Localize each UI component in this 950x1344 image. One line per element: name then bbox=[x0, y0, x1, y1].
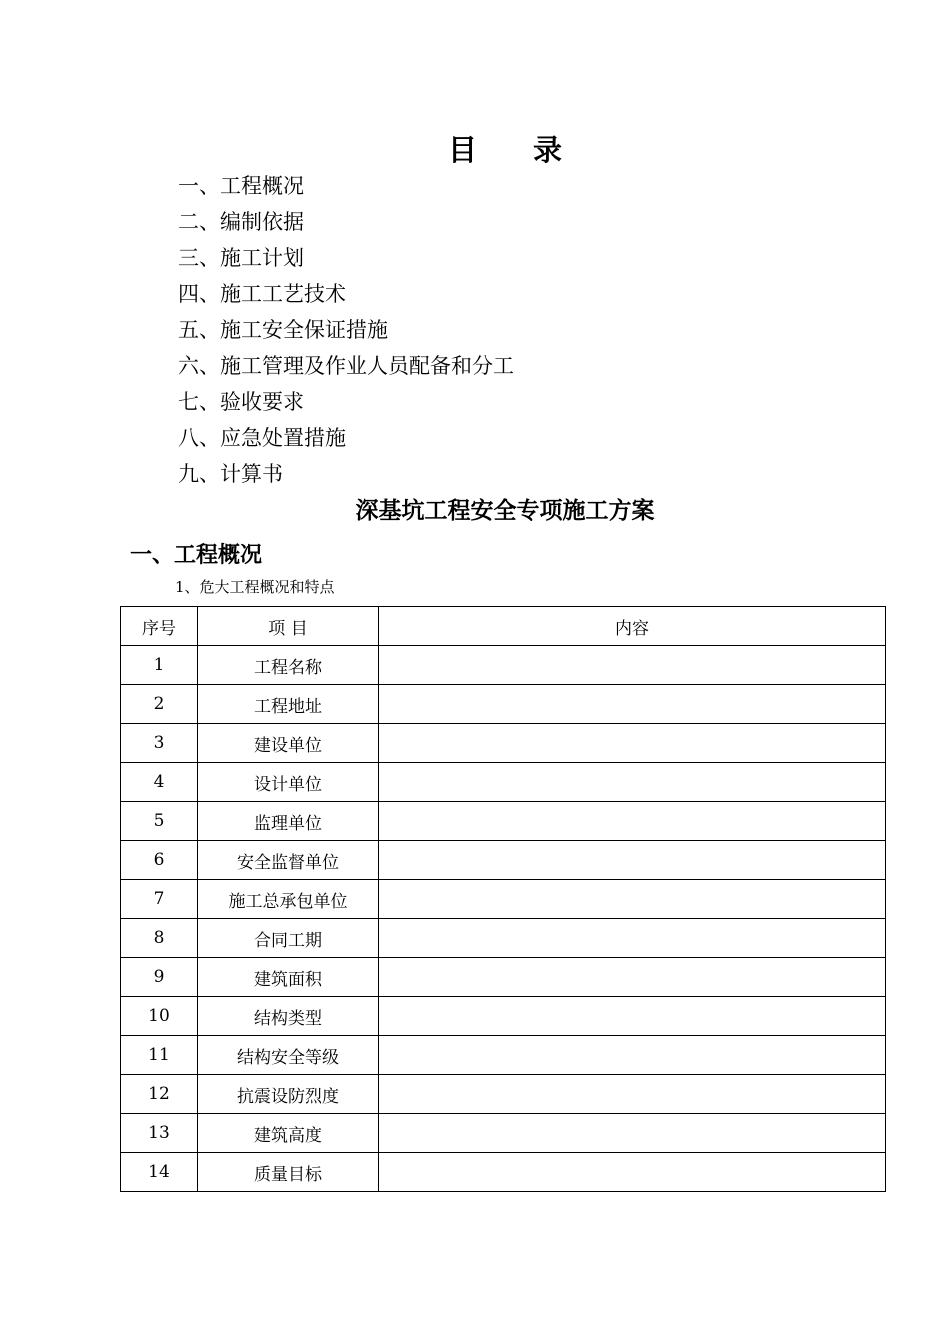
cell-number: 7 bbox=[121, 880, 198, 919]
toc-title-right: 录 bbox=[533, 133, 563, 167]
table-row bbox=[121, 1153, 886, 1192]
toc-item: 五、施工安全保证措施 bbox=[178, 318, 388, 342]
cell-content[interactable] bbox=[379, 958, 886, 997]
cell-item: 监理单位 bbox=[198, 802, 379, 841]
table-row bbox=[121, 1036, 886, 1075]
document-title: 深基坑工程安全专项施工方案 bbox=[355, 497, 655, 524]
cell-content[interactable] bbox=[379, 1114, 886, 1153]
cell-item: 建筑高度 bbox=[198, 1114, 379, 1153]
cell-content[interactable] bbox=[379, 919, 886, 958]
cell-item: 工程地址 bbox=[198, 685, 379, 724]
table-row bbox=[121, 1114, 886, 1153]
project-info-table bbox=[120, 606, 886, 1192]
cell-content[interactable] bbox=[379, 685, 886, 724]
cell-item: 设计单位 bbox=[198, 763, 379, 802]
cell-number: 4 bbox=[121, 763, 198, 802]
table-row bbox=[121, 802, 886, 841]
cell-item: 建设单位 bbox=[198, 724, 379, 763]
cell-item: 抗震设防烈度 bbox=[198, 1075, 379, 1114]
cell-content[interactable] bbox=[379, 646, 886, 685]
cell-number: 8 bbox=[121, 919, 198, 958]
cell-content[interactable] bbox=[379, 841, 886, 880]
table-row bbox=[121, 1075, 886, 1114]
cell-number: 14 bbox=[121, 1153, 198, 1192]
toc-item: 三、施工计划 bbox=[178, 246, 304, 270]
cell-item: 施工总承包单位 bbox=[198, 880, 379, 919]
cell-content[interactable] bbox=[379, 880, 886, 919]
cell-number: 2 bbox=[121, 685, 198, 724]
table-row bbox=[121, 646, 886, 685]
table-row bbox=[121, 685, 886, 724]
toc-item: 二、编制依据 bbox=[178, 210, 304, 234]
cell-item: 建筑面积 bbox=[198, 958, 379, 997]
cell-content[interactable] bbox=[379, 1075, 886, 1114]
cell-content[interactable] bbox=[379, 1153, 886, 1192]
toc-item: 九、计算书 bbox=[178, 462, 283, 486]
toc-item: 四、施工工艺技术 bbox=[178, 282, 346, 306]
header-number: 序号 bbox=[121, 607, 198, 646]
cell-item: 结构安全等级 bbox=[198, 1036, 379, 1075]
section-heading: 一、工程概况 bbox=[130, 542, 263, 568]
toc-item: 一、工程概况 bbox=[178, 174, 304, 198]
cell-number: 13 bbox=[121, 1114, 198, 1153]
cell-number: 6 bbox=[121, 841, 198, 880]
toc-title-left: 目 bbox=[447, 133, 477, 167]
cell-content[interactable] bbox=[379, 802, 886, 841]
header-item: 项 目 bbox=[198, 607, 379, 646]
cell-item: 质量目标 bbox=[198, 1153, 379, 1192]
cell-item: 合同工期 bbox=[198, 919, 379, 958]
subheading: 1、危大工程概况和特点 bbox=[175, 578, 335, 596]
cell-number: 11 bbox=[121, 1036, 198, 1075]
cell-number: 3 bbox=[121, 724, 198, 763]
table-row bbox=[121, 880, 886, 919]
table-row bbox=[121, 841, 886, 880]
table-header-row bbox=[121, 607, 886, 646]
table-row bbox=[121, 997, 886, 1036]
cell-item: 工程名称 bbox=[198, 646, 379, 685]
cell-number: 10 bbox=[121, 997, 198, 1036]
cell-number: 12 bbox=[121, 1075, 198, 1114]
cell-item: 安全监督单位 bbox=[198, 841, 379, 880]
toc-title bbox=[0, 128, 950, 169]
table-row bbox=[121, 958, 886, 997]
cell-number: 9 bbox=[121, 958, 198, 997]
toc-item: 八、应急处置措施 bbox=[178, 426, 346, 450]
header-content: 内容 bbox=[379, 607, 886, 646]
cell-number: 1 bbox=[121, 646, 198, 685]
cell-content[interactable] bbox=[379, 763, 886, 802]
table-row bbox=[121, 763, 886, 802]
toc-item: 七、验收要求 bbox=[178, 390, 304, 414]
toc-list bbox=[178, 168, 514, 492]
toc-item: 六、施工管理及作业人员配备和分工 bbox=[178, 354, 514, 378]
cell-content[interactable] bbox=[379, 1036, 886, 1075]
cell-item: 结构类型 bbox=[198, 997, 379, 1036]
table-row bbox=[121, 919, 886, 958]
table-body bbox=[121, 646, 886, 1192]
cell-number: 5 bbox=[121, 802, 198, 841]
cell-content[interactable] bbox=[379, 997, 886, 1036]
cell-content[interactable] bbox=[379, 724, 886, 763]
table-row bbox=[121, 724, 886, 763]
